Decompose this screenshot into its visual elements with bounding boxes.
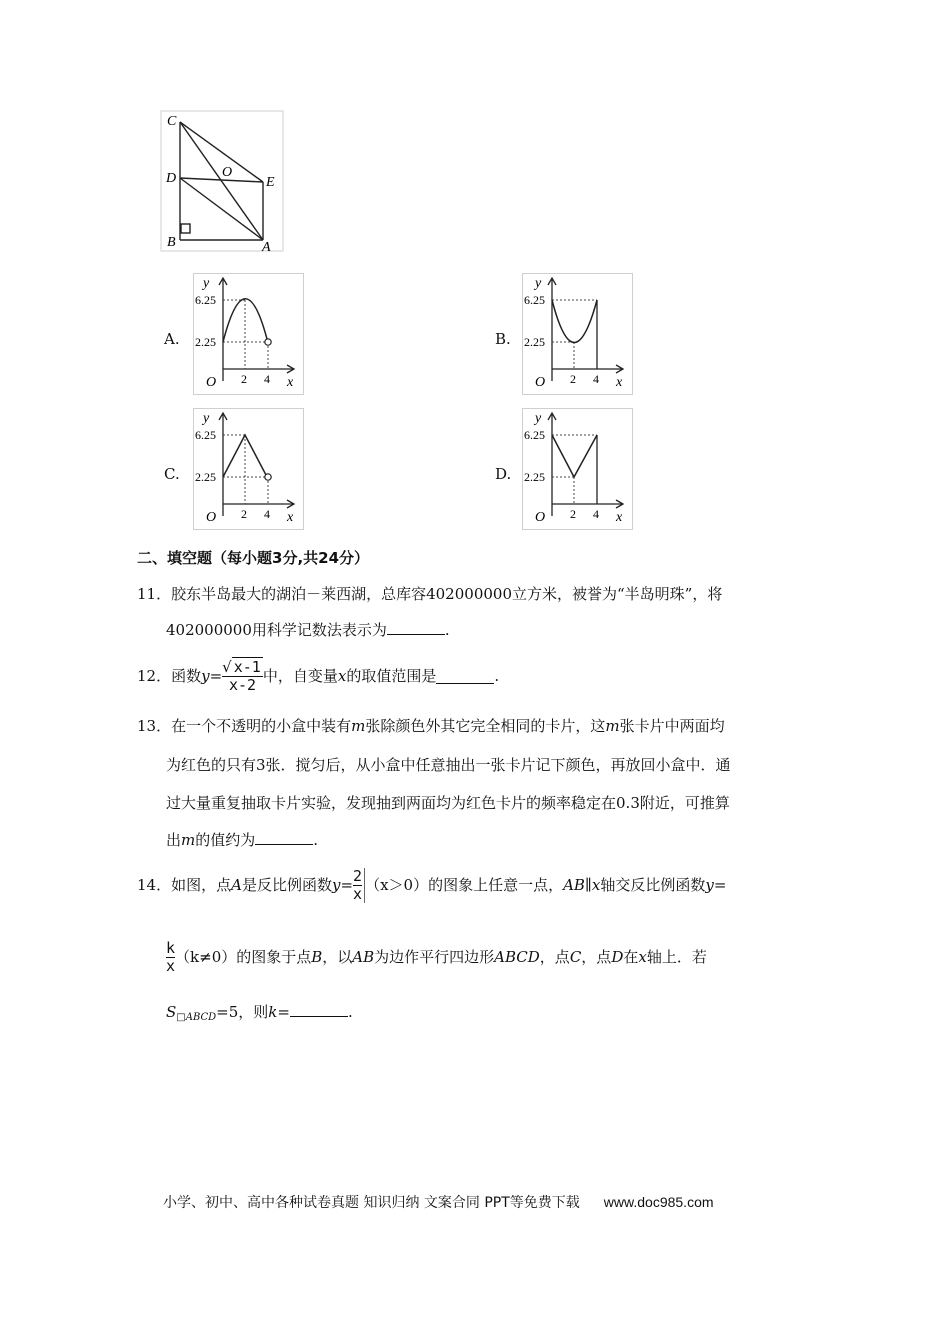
- question-13-line4: [166, 830, 318, 850]
- tick-4: 4: [264, 372, 270, 386]
- tick-2-25: 2.25: [195, 470, 216, 484]
- q14-eq: =: [340, 876, 354, 894]
- q14-ab: AB: [563, 876, 585, 894]
- q12-blank[interactable]: [436, 669, 494, 684]
- y-axis-label: y: [203, 411, 210, 426]
- tick-4: 4: [593, 372, 599, 386]
- label-c: C: [167, 114, 177, 129]
- q14-text: 如图，点: [171, 876, 232, 894]
- q13-m: m: [351, 717, 366, 735]
- q14-end: .: [347, 1003, 353, 1021]
- question-13-line2: [166, 755, 731, 775]
- q11-number: 11．: [137, 585, 172, 603]
- q14-text: 为边作平行四边形: [374, 948, 495, 966]
- origin-label: O: [206, 375, 217, 390]
- q14-point-c: C: [569, 948, 582, 966]
- q13-text: 张卡片中两面均: [619, 717, 725, 735]
- tick-4: 4: [593, 507, 599, 521]
- y-axis-label: y: [535, 276, 542, 291]
- q11-line1: 胶东半岛最大的湖泊－莱西湖，总库容402000000立方米，被誉为“半岛明珠”，将: [171, 585, 723, 603]
- q13-m: m: [605, 717, 620, 735]
- tick-2-25: 2.25: [524, 470, 545, 484]
- question-12: [137, 653, 499, 699]
- question-13: [137, 716, 725, 736]
- tick-2: 2: [570, 372, 576, 386]
- label-b: B: [167, 235, 176, 250]
- q14-text: ，点: [539, 948, 570, 966]
- q13-blank[interactable]: [255, 830, 313, 845]
- x-axis-label: x: [616, 375, 623, 390]
- tick-6-25: 6.25: [524, 428, 545, 442]
- q14-y: y: [705, 876, 714, 894]
- q13-text: 的值约为: [195, 831, 256, 849]
- origin-label: O: [206, 510, 217, 525]
- q14-denominator: x: [353, 884, 363, 903]
- q13-text: 在一个不透明的小盒中装有: [171, 717, 352, 735]
- q14-point-a: A: [231, 876, 242, 894]
- tick-4: 4: [264, 507, 270, 521]
- q12-mid: 中，自变量: [262, 667, 338, 685]
- q11-end: .: [444, 621, 450, 639]
- q14-k-numerator: k: [166, 938, 176, 957]
- option-a-label: A.: [164, 330, 180, 348]
- tick-6-25: 6.25: [195, 293, 216, 307]
- section-title: 二、填空题（每小题3分,共24分）: [137, 549, 370, 567]
- q14-ab: AB: [352, 948, 375, 966]
- y-axis-label: y: [535, 411, 542, 426]
- q14-x: x: [591, 876, 601, 894]
- footer-text: 小学、初中、高中各种试卷真题 知识归纳 文案合同 PPT等免费下载: [163, 1195, 580, 1211]
- label-e: E: [266, 175, 275, 190]
- q14-x: x: [638, 948, 647, 966]
- option-b-label: B.: [495, 330, 511, 348]
- q12-pre: 函数: [171, 667, 202, 685]
- q14-text: （k≠0）的图象于点: [175, 948, 312, 966]
- x-axis-label: x: [616, 510, 623, 525]
- q14-s: S: [166, 1003, 177, 1021]
- q11-line2: 402000000用科学记数法表示为: [166, 621, 387, 639]
- q12-denominator: x-2: [228, 675, 257, 694]
- option-c-label: C.: [164, 465, 180, 483]
- tick-2: 2: [241, 507, 247, 521]
- q13-number: 13．: [137, 717, 172, 735]
- question-14-line2: [166, 934, 707, 980]
- q12-x: x: [337, 667, 347, 685]
- option-d-label: D.: [495, 465, 512, 483]
- q12-fraction: $\frac{√ x-1}{x-2}$: [222, 657, 261, 694]
- x-axis-label: x: [287, 510, 294, 525]
- q14-number: 14．: [137, 876, 172, 894]
- footer: [163, 1192, 714, 1212]
- option-b-graph: [522, 273, 633, 395]
- q12-post: 的取值范围是: [346, 667, 437, 685]
- q14-abcd: ABCD: [494, 948, 540, 966]
- question-14-line3: [166, 1002, 353, 1028]
- q14-k: k: [268, 1003, 278, 1021]
- q14-fraction-2-x: [353, 868, 365, 903]
- q13-text: 张除颜色外其它完全相同的卡片，这: [365, 717, 606, 735]
- origin-label: O: [535, 375, 546, 390]
- footer-link[interactable]: www.doc985.com: [603, 1194, 714, 1210]
- label-d: D: [166, 171, 177, 186]
- q14-y: y: [331, 876, 341, 894]
- q14-numerator: 2: [353, 866, 363, 885]
- question-13-line3: [166, 793, 730, 813]
- q13-text: 出: [166, 831, 182, 849]
- q13-end: .: [313, 831, 319, 849]
- label-a: A: [262, 240, 271, 252]
- q14-point-b: B: [311, 948, 323, 966]
- q12-eq: =: [209, 667, 223, 685]
- origin-label: O: [535, 510, 546, 525]
- geometry-figure: [160, 110, 285, 252]
- q13-m: m: [181, 831, 196, 849]
- q14-point-d: D: [611, 948, 624, 966]
- q14-eq: =: [713, 876, 727, 894]
- question-11-line2: [166, 620, 450, 640]
- q12-end: .: [494, 667, 500, 685]
- tick-6-25: 6.25: [524, 293, 545, 307]
- option-a-graph: [193, 273, 304, 395]
- q14-text: 轴交反比例函数: [600, 876, 706, 894]
- q14-eq: =: [277, 1003, 290, 1021]
- q13-text: 为红色的只有3张．搅匀后，从小盒中任意抽出一张卡片记下颜色，再放回小盒中．通: [166, 756, 731, 774]
- question-14: [137, 860, 726, 910]
- q13-text: 过大量重复抽取卡片实验，发现抽到两面均为红色卡片的频率稳定在0.3附近，可推算: [166, 794, 730, 812]
- q14-fraction-k-x: [166, 940, 175, 975]
- question-11: [137, 584, 722, 604]
- option-c-graph: [193, 408, 304, 530]
- q12-number: 12．: [137, 667, 172, 685]
- y-axis-label: y: [203, 276, 210, 291]
- q14-k-denominator: x: [166, 956, 176, 975]
- x-axis-label: x: [287, 375, 294, 390]
- tick-2-25: 2.25: [195, 335, 216, 349]
- q14-text: =5，则: [216, 1003, 269, 1021]
- q14-text: 在: [623, 948, 639, 966]
- q14-text: ，点: [581, 948, 612, 966]
- q11-blank[interactable]: [387, 620, 445, 635]
- q14-parallel: ∥: [584, 876, 592, 894]
- q12-numerator: x-1: [233, 657, 261, 676]
- q14-text: ，以: [322, 948, 353, 966]
- label-o: O: [222, 165, 233, 180]
- tick-6-25: 6.25: [195, 428, 216, 442]
- q14-text: 轴上．若: [646, 948, 707, 966]
- tick-2: 2: [241, 372, 247, 386]
- q12-var: y: [201, 667, 210, 685]
- q14-text: 是反比例函数: [241, 876, 332, 894]
- q14-blank[interactable]: [290, 1002, 348, 1017]
- option-d-graph: [522, 408, 633, 530]
- tick-2: 2: [570, 507, 576, 521]
- q14-subscript: □ABCD: [176, 1012, 217, 1023]
- tick-2-25: 2.25: [524, 335, 545, 349]
- q14-text: （x＞0）的图象上任意一点，: [365, 876, 564, 894]
